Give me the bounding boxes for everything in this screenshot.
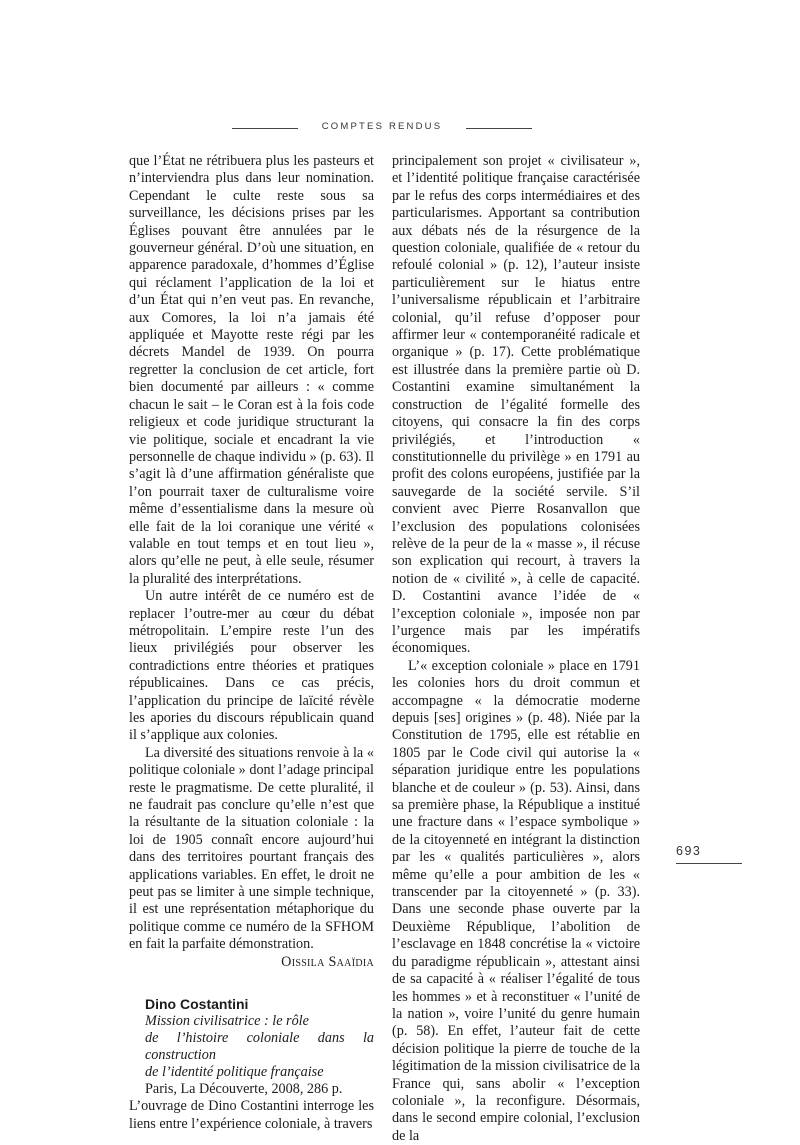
header-rule-right [466, 128, 532, 129]
paragraph: L’« exception coloniale » place en 1791 les colonies hors du droit commun et accompagne « la démocratie moderne depuis [ses] origines » (p. 48). Niée par la Constitution de 1795, elle est rétablie en 1805 par le Code civil qui autorise la « séparation juridique entre les populations blanche et de couleur » (p. 53). Ainsi, dans sa première phase, la République a institué une fracture dans « l’espace symbolique » de la citoyenneté en intégrant la distinction par les « qualités particulières », alors même qu’elle a pour ambition de les « transcender par la citoyenneté » (p. 33). Dans une seconde phase ouverte par la Deuxième République, l’abolition de l’esclavage en 1848 concrétise la « victoire du paradigme républicain », attestant ainsi de sa capacité à « réaliser l’égalité de tous les hommes » et à reconstituer « l’unité de la nation », voire l’unité du genre humain (p. 58). En effet, l’auteur fait de cette décision politique la pierre de touche de la légitimation de la mission civilisatrice de la France qui, sans abolir « l’exception coloniale », la reconfigure. Désormais, dans le second empire colonial, l’exclusion de la [392, 657, 640, 1144]
review-body-paragraph: L’ouvrage de Dino Costantini interroge les liens entre l’expérience coloniale, à travers [129, 1098, 374, 1132]
paragraph: que l’État ne rétribuera plus les pasteurs et n’interviendra plus dans leur nomination. Cependant le culte reste sous sa surveillance, les décisions prises par les Églises pouvant être annulées par le gouverneur général. D’où une situation, en apparence paradoxale, d’hommes d’Église qui réclament l’application de la loi et d’un État qui n’en veut pas. En revanche, aux Comores, la loi n’a jamais été appliquée et Mayotte reste régi par les décrets Mandel de 1939. On pourra regretter la conclusion de cet article, fort bien documenté par ailleurs : « comme chacun le sait – le Coran est à la fois code religieux et code juridique structurant la vie politique, sociale et encadrant la vie personnelle de chaque individu » (p. 63). Il s’agit là d’une affirmation généraliste que l’on pourrait taxer de culturalisme voire même d’essentialisme dans la mesure où elle fait de la loi coranique une vérité « valable en tout temps et en tout lieu », alors qu’elle ne peut, à elle seule, résumer la pluralité des interprétations. [129, 153, 374, 587]
review-heading [145, 995, 374, 1098]
paragraph: principalement son projet « civilisateur », et l’identité politique française caractérisée par le refus des corps intermédiaires et des particularismes. Apportant sa contribution aux débats nés de la résurgence de la question coloniale, qualifiée de « retour du refoulé colonial » (p. 12), l’auteur insiste particulièrement sur le hiatus entre l’universalisme républicain et l’arbitraire colonial, qu’il refuse d’opposer pour affirmer leur « contemporanéité radicale et organique » (p. 17). Cette problématique est illustrée dans la première partie où D. Costantini examine simultanément la construction de l’égalité formelle des citoyens, qui consacre la fin des corps privilégiés, et l’introduction « constitutionnelle du privilège » en 1791 au profit des colons européens, justifiée par la sauvegarde de la société servile. S’il convient avec Pierre Rosanvallon que l’exclusion des populations colonisées relève de la peur de la « masse », il récuse son explication qui recourt, à travers la notion de « civilité », à celle de capacité. D. Costantini avance l’idée de « l’exception coloniale », imposée non par l’urgence mais par les impératifs économiques. [392, 153, 640, 657]
review-book-title-line: de l’identité politique française [145, 1064, 324, 1081]
page-number: 693 [676, 844, 702, 858]
page-number-rule [676, 863, 742, 864]
review-publication-info: Paris, La Découverte, 2008, 286 p. [145, 1081, 343, 1098]
review-author: Dino Costantini [145, 996, 249, 1013]
left-column [129, 153, 374, 1133]
running-header [232, 121, 532, 135]
review-book-title-line: de l’histoire coloniale dans la construction [145, 1030, 374, 1064]
header-rule-left [232, 128, 298, 129]
section-title: COMPTES RENDUS [321, 121, 443, 132]
right-column [392, 153, 640, 1145]
review-book-title-line: Mission civilisatrice : le rôle [145, 1013, 309, 1030]
paragraph: La diversité des situations renvoie à la « politique coloniale » dont l’adage principal reste le pragmatisme. De cette pluralité, il ne faudrait pas conclure qu’elle n’est que la résultante de la situation coloniale : la loi de 1905 connaît encore aujourd’hui dans des territoires pourtant français des applications variables. En effet, le droit ne peut pas se limiter à une simple technique, il est une représentation métaphorique du politique comme ce numéro de la SFHOM en fait la parfaite démonstration. [129, 744, 374, 953]
review-signature: Oissila Saaïdia [281, 953, 374, 970]
paragraph: Un autre intérêt de ce numéro est de replacer l’outre-mer au cœur du débat métropolitain. L’empire reste l’un des lieux privilégiés pour observer les contradictions entre théories et pratiques républicaines. Dans ce cas précis, l’application du principe de laïcité révèle les apories du discours républicain quand il s’applique aux colonies. [129, 588, 374, 744]
